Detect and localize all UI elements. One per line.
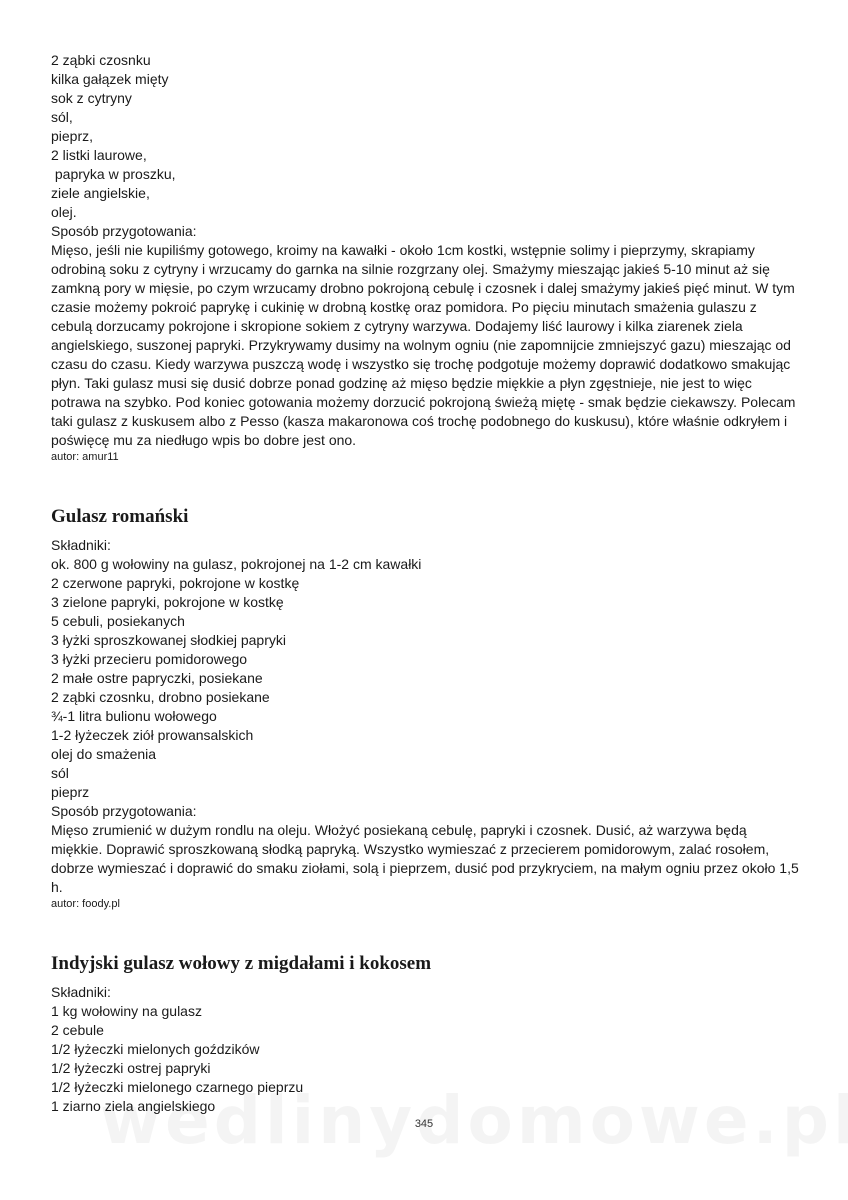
ingredient-line: kilka gałązek mięty xyxy=(51,71,169,87)
ingredient-line: 2 małe ostre papryczki, posiekane xyxy=(51,670,263,686)
recipe-title: Indyjski gulasz wołowy z migdałami i kokosem xyxy=(51,953,432,974)
ingredient-line: ok. 800 g wołowiny na gulasz, pokrojonej na 1-2 cm kawałki xyxy=(51,556,422,572)
ingredient-line: olej. xyxy=(51,204,77,220)
ingredient-line: ziele angielskie, xyxy=(51,185,150,201)
ingredient-line: 2 ząbki czosnku xyxy=(51,52,151,68)
ingredient-line: ¾-1 litra bulionu wołowego xyxy=(51,708,217,724)
ingredient-line: 2 ząbki czosnku, drobno posiekane xyxy=(51,689,270,705)
ingredient-line: sok z cytryny xyxy=(51,90,132,106)
ingredient-line: 5 cebuli, posiekanych xyxy=(51,613,185,629)
ingredient-line: olej do smażenia xyxy=(51,746,157,762)
ingredient-line: sól xyxy=(51,765,69,781)
recipe-title: Gulasz romański xyxy=(51,506,189,527)
page-number: 345 xyxy=(414,1118,434,1130)
method-label: Sposób przygotowania: xyxy=(51,223,197,239)
ingredient-line: 1 ziarno ziela angielskiego xyxy=(51,1098,216,1114)
ingredient-line: 1/2 łyżeczki mielonych goździków xyxy=(51,1041,260,1057)
ingredient-line: 1 kg wołowiny na gulasz xyxy=(51,1003,202,1019)
ingredient-line: 1-2 łyżeczek ziół prowansalskich xyxy=(51,727,254,743)
ingredient-line: 3 zielone papryki, pokrojone w kostkę xyxy=(51,594,284,610)
recipe-gulasz-romanski xyxy=(51,505,799,912)
page-content xyxy=(51,51,799,1116)
recipe-continued xyxy=(51,51,799,465)
method-text: Mięso zrumienić w dużym rondlu na oleju. Włożyć posiekaną cebulę, papryki i czosnek. Dusić, aż warzywa będą miękkie. Doprawić sproszkowaną słodką papryką. Wszystko wymieszać z przecierem pomidorowym, zalać rosołem, dobrze wymieszać i doprawić do smaku ziołami, solą i pieprzem, dusić pod przykryciem, na małym ogniu przez około 1,5 h. xyxy=(51,822,799,895)
ingredient-line: 3 łyżki przecieru pomidorowego xyxy=(51,651,248,667)
ingredients-label: Składniki: xyxy=(51,537,111,553)
ingredient-line: 2 czerwone papryki, pokrojone w kostkę xyxy=(51,575,300,591)
ingredient-line: 1/2 łyżeczki ostrej papryki xyxy=(51,1060,211,1076)
ingredient-line: 2 listki laurowe, xyxy=(51,147,147,163)
ingredient-line: pieprz xyxy=(51,784,90,800)
ingredient-line: 1/2 łyżeczki mielonego czarnego pieprzu xyxy=(51,1079,304,1095)
author-credit: autor: foody.pl xyxy=(51,898,120,910)
ingredient-line: papryka w proszku, xyxy=(51,166,176,182)
method-label: Sposób przygotowania: xyxy=(51,803,197,819)
author-credit: autor: amur11 xyxy=(51,451,119,463)
ingredient-line: pieprz, xyxy=(51,128,94,144)
ingredients-label: Składniki: xyxy=(51,984,111,1000)
ingredient-line: 2 cebule xyxy=(51,1022,104,1038)
ingredient-line: sól, xyxy=(51,109,73,125)
ingredient-line: 3 łyżki sproszkowanej słodkiej papryki xyxy=(51,632,286,648)
method-text: Mięso, jeśli nie kupiliśmy gotowego, kroimy na kawałki - około 1cm kostki, wstępnie solimy i pieprzymy, skrapiamy odrobiną soku z cytryny i wrzucamy do garnka na silnie rozgrzany olej. Smażymy mieszając jakieś 5-10 minut aż się zamkną pory w mięsie, po czym wrzucamy drobno pokrojoną cebulę i czosnek i dalej smażymy jakieś pięć minut. W tym czasie możemy pokroić paprykę i cukinię w drobną kostkę oraz pomidora. Po pięciu minutach smażenia gulaszu z cebulą dorzucamy pokrojone i skropione sokiem z cytryny warzywa. Dodajemy liść laurowy i kilka ziarenek ziela angielskiego, suszonej papryki. Przykrywamy dusimy na wolnym ogniu (nie zapomnijcie zmniejszyć gazu) mieszając od czasu do czasu. Kiedy warzywa puszczą wodę i wszystko się trochę podgotuje możemy doprawić dodatkowo smakując płyn. Taki gulasz musi się dusić dobrze ponad godzinę aż mięso będzie miękkie a płyn zgęstnieje, nie jest to więc potrawa na szybko. Pod koniec gotowania możemy dorzucić pokrojoną świeżą miętę - smak będzie ciekawszy. Polecam taki gulasz z kuskusem albo z Pesso (kasza makaronowa coś trochę podobnego do kuskusu), które właśnie odkryłem i poświęcę mu za niedługo wpis bo dobre jest ono. xyxy=(51,242,796,448)
